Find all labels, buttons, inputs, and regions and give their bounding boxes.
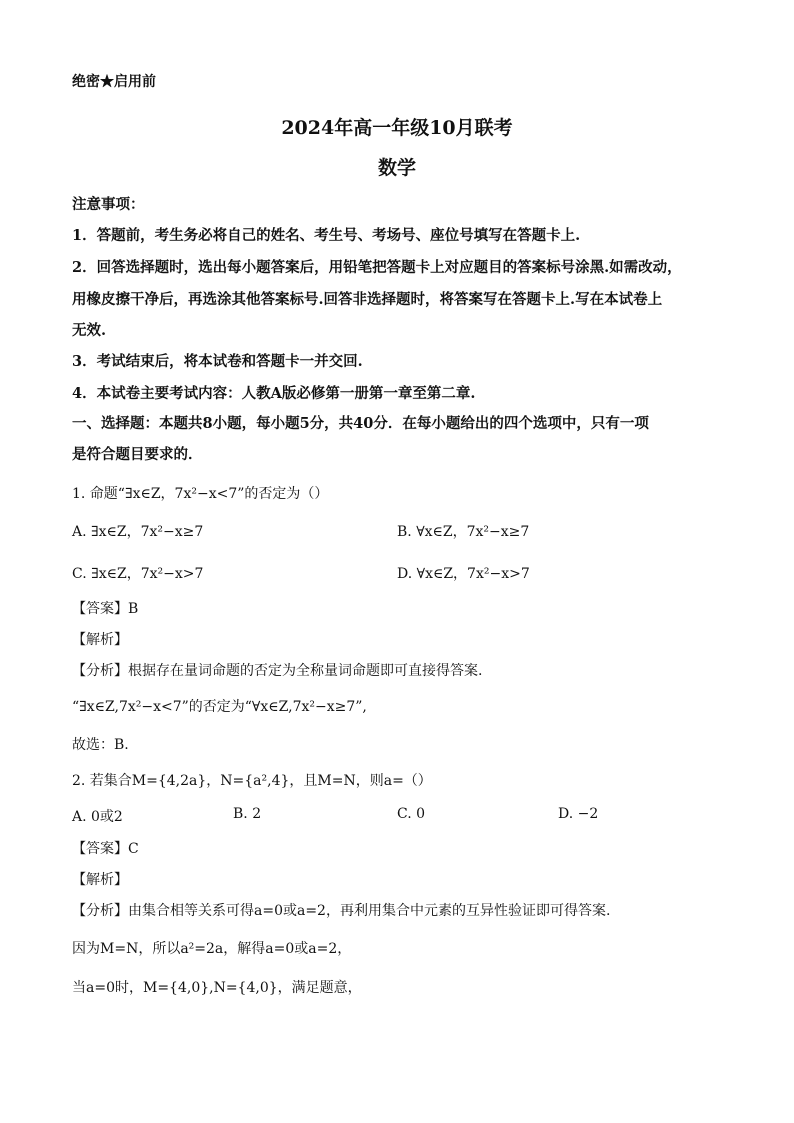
question-2-stem: 2. 若集合M={4,2a}，N={a²,4}，且M=N，则a=（） <box>72 773 432 789</box>
section-heading: 一、选择题：本题共8小题，每小题5分，共40分．在每小题给出的四个选项中，只有一项 <box>72 415 649 432</box>
q2-option-d: D. −2 <box>558 806 599 822</box>
confidential-label: 绝密★启用前 <box>72 74 156 90</box>
q1-step-1: “∃x∈Z,7x²−x<7”的否定为“∀x∈Z,7x²−x≥7”, <box>72 699 367 715</box>
q2-step-2: 当a=0时，M={4,0},N={4,0}，满足题意， <box>72 980 362 996</box>
instruction-2-end: 无效. <box>72 322 107 339</box>
instructions-heading: 注意事项： <box>72 196 145 213</box>
q1-conclusion: 故选：B. <box>72 737 129 753</box>
q2-analysis <box>72 900 724 920</box>
question-1-stem <box>72 483 724 503</box>
q1-analysis <box>72 660 724 680</box>
subject-title: 数学 <box>377 157 416 179</box>
exam-title: 2024年高一年级10月联考 <box>281 117 513 139</box>
question-1-prefix: 1. 命题“ <box>72 486 125 502</box>
instruction-4: 4．本试卷主要考试内容：人教A版必修第一册第一章至第二章. <box>72 385 476 402</box>
q2-analysis-text: 由集合相等关系可得a=0或a=2，再利用集合中元素的互异性验证即可得答案. <box>128 903 611 919</box>
q1-option-b: B. ∀x∈Z，7x²−x≥7 <box>397 524 530 540</box>
q1-answer: 【答案】B <box>72 601 139 617</box>
q1-option-d: D. ∀x∈Z，7x²−x>7 <box>397 566 530 582</box>
q1-analysis-tag: 【分析】 <box>72 663 128 679</box>
q1-option-c: C. ∃x∈Z，7x²−x>7 <box>72 566 204 582</box>
q2-option-a: A. 0或2 <box>72 809 123 825</box>
q2-option-b: B. 2 <box>233 806 262 822</box>
instruction-1: 1．答题前，考生务必将自己的姓名、考生号、考场号、座位号填写在答题卡上. <box>72 227 581 244</box>
q2-analysis-label: 【解析】 <box>72 872 128 888</box>
instruction-3: 3．考试结束后，将本试卷和答题卡一并交回. <box>72 353 363 370</box>
question-1-suffix: ”的否定为（） <box>237 486 329 502</box>
question-1-math: ∃x∈Z，7x²−x<7 <box>124 486 238 502</box>
instruction-2: 2．回答选择题时，选出每小题答案后，用铅笔把答题卡上对应题目的答案标号涂黑.如需改动， <box>72 259 682 276</box>
q2-analysis-tag: 【分析】 <box>72 903 128 919</box>
section-heading-cont: 是符合题目要求的． <box>72 446 203 463</box>
q2-step-1: 因为M=N，所以a²=2a，解得a=0或a=2， <box>72 941 352 957</box>
q2-answer: 【答案】C <box>72 841 139 857</box>
instruction-2-cont: 用橡皮擦干净后，再选涂其他答案标号.回答非选择题时，将答案写在答题卡上.写在本试卷上 <box>72 291 663 308</box>
q2-option-c: C. 0 <box>397 806 426 822</box>
q1-analysis-label: 【解析】 <box>72 632 128 648</box>
q1-analysis-text: 根据存在量词命题的否定为全称量词命题即可直接得答案. <box>128 663 483 679</box>
q1-option-a: A. ∃x∈Z，7x²−x≥7 <box>72 524 204 540</box>
